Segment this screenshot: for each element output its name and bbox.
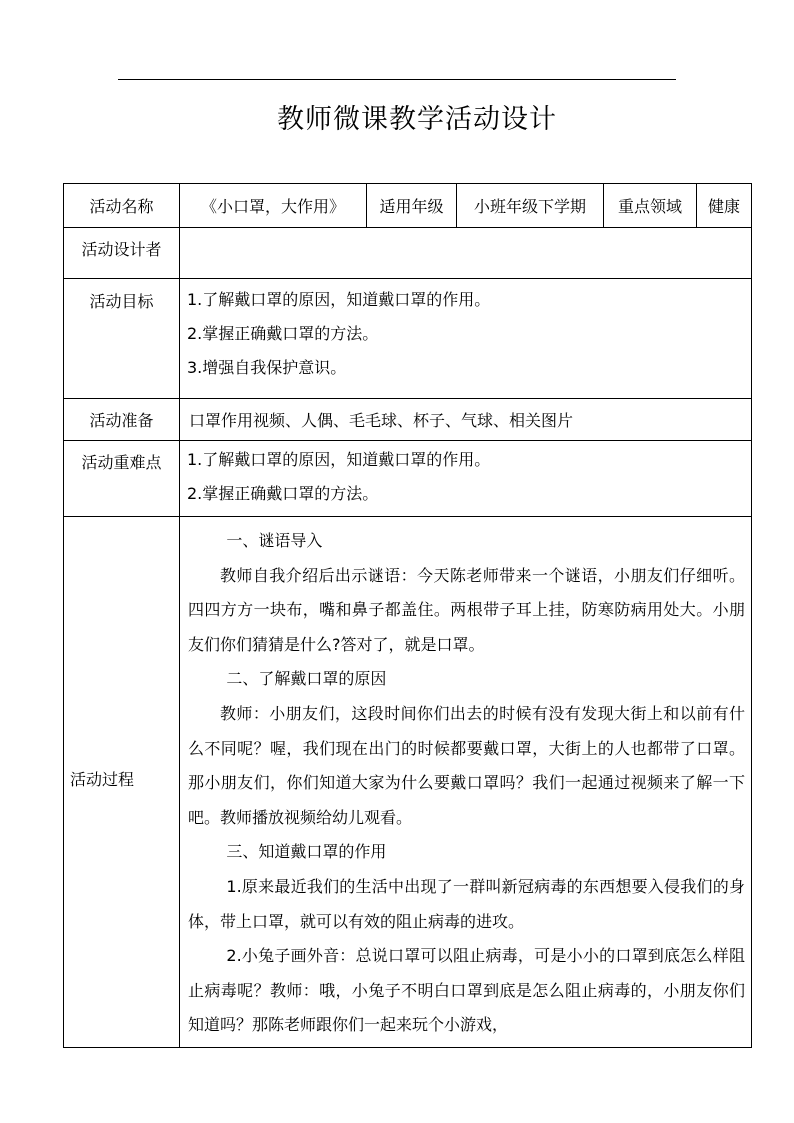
section-heading: 二、了解戴口罩的原因 bbox=[226, 669, 387, 689]
table-row bbox=[64, 517, 752, 1048]
process-label bbox=[64, 517, 180, 1048]
designer-label: 活动设计者 bbox=[64, 228, 180, 279]
table-row bbox=[64, 279, 752, 399]
key-point-item: 1.了解戴口罩的原因，知道戴口罩的作用。 bbox=[187, 450, 491, 469]
paragraph: 教师自我介绍后出示谜语：今天陈老师带来一个谜语，小朋友们仔细听。四四方方一块布，嘴和鼻子都盖住。两根带子耳上挂，防寒防病用处大。小朋友们你们猜猜是什么?答对了，就是口罩。 bbox=[188, 565, 745, 654]
key-points-label: 活动重难点 bbox=[64, 441, 180, 517]
grade-value: 小班年级下学期 bbox=[457, 184, 604, 228]
process-label-text: 活动过程 bbox=[70, 769, 135, 789]
goal-item: 3.增强自我保护意识。 bbox=[187, 358, 347, 377]
prep-label: 活动准备 bbox=[64, 399, 180, 441]
section-heading: 一、谜语导入 bbox=[226, 531, 323, 550]
goal-label: 活动目标 bbox=[64, 279, 180, 399]
activity-name-label: 活动名称 bbox=[64, 184, 180, 228]
section-heading: 三、知道戴口罩的作用 bbox=[226, 842, 387, 862]
header-rule bbox=[118, 79, 676, 80]
paragraph: 2.小兔子画外音：总说口罩可以阻止病毒，可是小小的口罩到底怎么样阻止病毒呢？教师：哦，小兔子不明白口罩到底是怎么阻止病毒的，小朋友你们知道吗？那陈老师跟你们一起来玩个小游戏， bbox=[188, 946, 745, 1035]
goal-item: 2.掌握正确戴口罩的方法。 bbox=[187, 324, 379, 343]
page-title: 教师微课教学活动设计 bbox=[277, 104, 557, 135]
goal-list bbox=[180, 279, 752, 399]
table-row bbox=[64, 441, 752, 517]
table-row bbox=[64, 184, 752, 228]
domain-value: 健康 bbox=[697, 184, 752, 228]
activity-name-value: 《小口罩，大作用》 bbox=[180, 184, 367, 228]
grade-label: 适用年级 bbox=[367, 184, 457, 228]
activity-design-table bbox=[63, 183, 752, 1048]
key-point-item: 2.掌握正确戴口罩的方法。 bbox=[187, 484, 379, 503]
goal-item: 1.了解戴口罩的原因，知道戴口罩的作用。 bbox=[187, 290, 491, 309]
designer-value bbox=[180, 228, 752, 279]
key-points-list bbox=[180, 441, 752, 517]
table-row bbox=[64, 228, 752, 279]
table-row bbox=[64, 399, 752, 441]
paragraph: 教师：小朋友们，这段时间你们出去的时候有没有发现大街上和以前有什么不同呢？喔，我们现在出门的时候都要戴口罩，大街上的人也都带了口罩。那小朋友们，你们知道大家为什么要戴口罩吗？我们一起通过视频来了解一下吧。教师播放视频给幼儿观看。 bbox=[188, 703, 745, 827]
process-content bbox=[180, 517, 752, 1048]
prep-value: 口罩作用视频、人偶、毛毛球、杯子、气球、相关图片 bbox=[180, 399, 752, 441]
paragraph: 1.原来最近我们的生活中出现了一群叫新冠病毒的东西想要入侵我们的身体，带上口罩，就可以有效的阻止病毒的进攻。 bbox=[188, 876, 745, 931]
domain-label: 重点领域 bbox=[604, 184, 697, 228]
